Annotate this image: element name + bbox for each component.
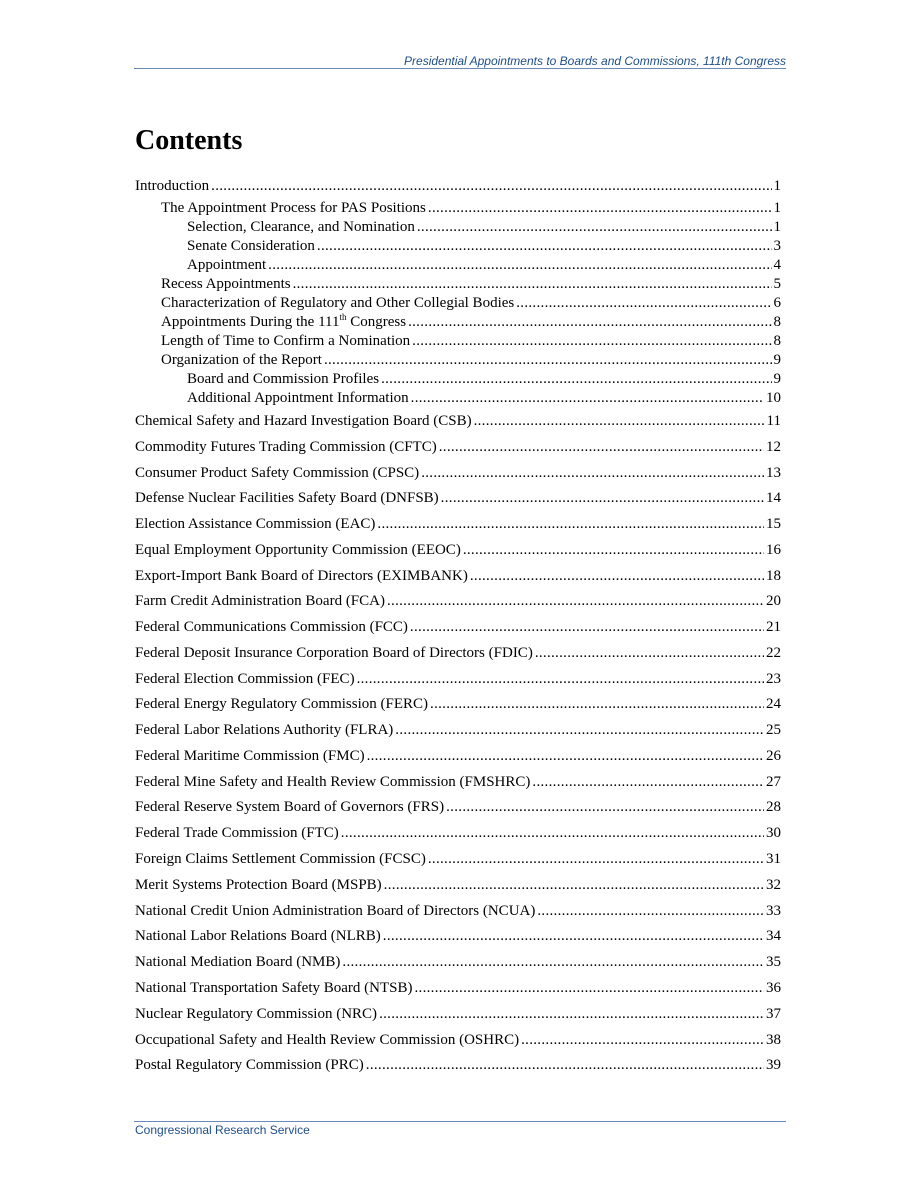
toc-entry[interactable]	[187, 255, 781, 275]
dot-leader	[410, 618, 764, 637]
toc-entry-title: Chemical Safety and Hazard Investigation Board (CSB)	[135, 413, 472, 429]
toc-entry[interactable]	[161, 293, 781, 313]
toc-entry-page: 8	[773, 333, 781, 349]
toc-entry[interactable]	[135, 849, 781, 869]
toc-entry-title: Defense Nuclear Facilities Safety Board (DNFSB)	[135, 490, 439, 506]
toc-entry-page: 9	[773, 352, 781, 368]
toc-entry-title: National Labor Relations Board (NLRB)	[135, 928, 381, 944]
toc-entry[interactable]	[161, 350, 781, 370]
toc-entry-title-pre: Appointments During the 111	[161, 314, 340, 330]
toc-entry[interactable]	[135, 875, 781, 895]
toc-entry-title: Organization of the Report	[161, 352, 322, 368]
dot-leader	[293, 275, 772, 294]
toc-entry[interactable]	[187, 369, 781, 389]
toc-entry[interactable]	[135, 591, 781, 611]
toc-entry-title: Election Assistance Commission (EAC)	[135, 516, 376, 532]
toc-entry[interactable]	[135, 617, 781, 637]
toc-entry-title: National Transportation Safety Board (NTSB)	[135, 980, 413, 996]
dot-leader	[408, 313, 771, 332]
dot-leader	[474, 412, 765, 431]
toc-entry[interactable]	[135, 643, 781, 663]
dot-leader	[430, 695, 764, 714]
dot-leader	[211, 177, 771, 196]
dot-leader	[383, 927, 764, 946]
dot-leader	[414, 979, 764, 998]
toc-entry[interactable]	[135, 1030, 781, 1050]
superscript: th	[339, 312, 347, 322]
toc-entry[interactable]	[161, 274, 781, 294]
dot-leader	[384, 876, 764, 895]
toc-entry[interactable]	[135, 566, 781, 586]
toc-entry-page: 37	[766, 1006, 781, 1022]
toc-entry-page: 12	[766, 439, 781, 455]
toc-entry-page: 35	[766, 954, 781, 970]
toc-entry-page: 1	[773, 200, 781, 216]
toc-entry[interactable]	[135, 901, 781, 921]
toc-entry-title: Federal Election Commission (FEC)	[135, 671, 355, 687]
dot-leader	[532, 773, 764, 792]
toc-entry[interactable]	[135, 463, 781, 483]
dot-leader	[395, 721, 764, 740]
toc-entry-title: Board and Commission Profiles	[187, 371, 380, 387]
toc-entry-page: 32	[766, 877, 781, 893]
toc-entry-title: Equal Employment Opportunity Commission (EEOC)	[135, 542, 461, 558]
toc-entry[interactable]	[135, 694, 781, 714]
dot-leader	[428, 199, 772, 218]
toc-entry[interactable]	[161, 198, 781, 218]
dot-leader	[470, 567, 764, 586]
toc-entry-title: Senate Consideration	[187, 238, 315, 254]
toc-entry[interactable]	[187, 217, 781, 237]
toc-entry[interactable]	[135, 720, 781, 740]
toc-entry[interactable]	[187, 388, 781, 408]
toc-entry-page: 20	[766, 593, 781, 609]
toc-entry[interactable]	[135, 746, 781, 766]
toc-entry-title: Additional Appointment Information	[187, 390, 409, 406]
toc-entry-title: Federal Reserve System Board of Governors (FRS)	[135, 799, 445, 815]
toc-entry-page: 39	[766, 1057, 781, 1073]
toc-entry[interactable]	[135, 669, 781, 689]
toc-entry-page: 15	[766, 516, 781, 532]
toc-entry[interactable]	[161, 312, 781, 332]
toc-entry-page: 22	[766, 645, 781, 661]
dot-leader	[357, 670, 764, 689]
toc-entry[interactable]	[135, 1004, 781, 1024]
dot-leader	[366, 1056, 764, 1075]
running-header: Presidential Appointments to Boards and Commissions, 111th Congress	[404, 54, 786, 68]
toc-entry-page: 16	[766, 542, 781, 558]
dot-leader	[428, 850, 764, 869]
toc-entry-title: Federal Mine Safety and Health Review Commission (FMSHRC)	[135, 774, 531, 790]
toc-entry-page: 28	[766, 799, 781, 815]
toc-entry-page: 31	[766, 851, 781, 867]
toc-entry-title-post: Congress	[346, 314, 407, 330]
toc-entry-page: 1	[773, 178, 781, 194]
dot-leader	[521, 1031, 764, 1050]
toc-entry-title: Merit Systems Protection Board (MSPB)	[135, 877, 382, 893]
toc-entry-title: Federal Deposit Insurance Corporation Board of Directors (FDIC)	[135, 645, 533, 661]
toc-entry-page: 9	[773, 371, 781, 387]
toc-entry-title: Federal Energy Regulatory Commission (FERC)	[135, 696, 429, 712]
toc-entry-title: National Credit Union Administration Board of Directors (NCUA)	[135, 903, 536, 919]
dot-leader	[441, 489, 764, 508]
dot-leader	[463, 541, 764, 560]
toc-entry-title: Occupational Safety and Health Review Commission (OSHRC)	[135, 1032, 520, 1048]
toc-entry-page: 11	[766, 413, 781, 429]
dot-leader	[446, 798, 764, 817]
dot-leader	[537, 902, 764, 921]
dot-leader	[377, 515, 764, 534]
dot-leader	[268, 256, 771, 275]
footer-rule	[134, 1121, 786, 1122]
toc-entry-title: Appointment	[187, 257, 267, 273]
toc-entry-page: 36	[766, 980, 781, 996]
dot-leader	[439, 438, 764, 457]
dot-leader	[421, 464, 764, 483]
toc-entry[interactable]	[161, 331, 781, 351]
toc-entry-title	[161, 313, 407, 332]
toc-entry-page: 5	[773, 276, 781, 292]
toc-entry[interactable]	[187, 236, 781, 256]
toc-entry-title: Selection, Clearance, and Nomination	[187, 219, 415, 235]
toc-entry-page: 25	[766, 722, 781, 738]
footer-org: Congressional Research Service	[135, 1123, 310, 1137]
toc-entry-title: Characterization of Regulatory and Other Collegial Bodies	[161, 295, 515, 311]
dot-leader	[387, 592, 764, 611]
dot-leader	[341, 824, 764, 843]
toc-entry[interactable]	[135, 437, 781, 457]
toc-entry[interactable]	[135, 411, 781, 431]
toc-entry[interactable]	[135, 488, 781, 508]
toc-entry-page: 38	[766, 1032, 781, 1048]
toc-entry-title: Introduction	[135, 178, 210, 194]
toc-entry-title: Postal Regulatory Commission (PRC)	[135, 1057, 364, 1073]
toc-entry-page: 8	[773, 314, 781, 330]
page-title: Contents	[135, 125, 243, 156]
toc-entry-title: Federal Maritime Commission (FMC)	[135, 748, 365, 764]
toc-entry-page: 30	[766, 825, 781, 841]
dot-leader	[535, 644, 764, 663]
toc-entry-page: 14	[766, 490, 781, 506]
toc-entry-page: 23	[766, 671, 781, 687]
header-rule	[134, 68, 786, 69]
dot-leader	[417, 218, 772, 237]
toc-entry-title: Federal Communications Commission (FCC)	[135, 619, 408, 635]
toc-entry-title: Recess Appointments	[161, 276, 291, 292]
dot-leader	[342, 953, 764, 972]
dot-leader	[412, 332, 771, 351]
toc-entry[interactable]	[135, 797, 781, 817]
toc-entry-page: 21	[766, 619, 781, 635]
toc-entry[interactable]	[135, 952, 781, 972]
dot-leader	[324, 351, 772, 370]
dot-leader	[411, 389, 764, 408]
toc-entry[interactable]	[135, 176, 781, 196]
toc-entry-page: 34	[766, 928, 781, 944]
toc-entry-page: 1	[773, 219, 781, 235]
toc-entry-title: Federal Trade Commission (FTC)	[135, 825, 339, 841]
toc-entry-page: 6	[773, 295, 781, 311]
toc-entry-title: Export-Import Bank Board of Directors (EXIMBANK)	[135, 568, 468, 584]
toc-entry[interactable]	[135, 514, 781, 534]
toc-entry-title: Consumer Product Safety Commission (CPSC)	[135, 465, 420, 481]
toc-entry-title: Nuclear Regulatory Commission (NRC)	[135, 1006, 378, 1022]
toc-entry-title: Foreign Claims Settlement Commission (FCSC)	[135, 851, 426, 867]
toc-entry[interactable]	[135, 1055, 781, 1075]
toc-entry-page: 24	[766, 696, 781, 712]
toc-entry-page: 18	[766, 568, 781, 584]
toc-entry-title: National Mediation Board (NMB)	[135, 954, 341, 970]
dot-leader	[317, 237, 772, 256]
toc-entry-title: The Appointment Process for PAS Positions	[161, 200, 426, 216]
toc-entry[interactable]	[135, 926, 781, 946]
toc-entry-page: 3	[773, 238, 781, 254]
toc-entry-page: 13	[766, 465, 781, 481]
toc-entry-page: 27	[766, 774, 781, 790]
toc-entry-title: Commodity Futures Trading Commission (CFTC)	[135, 439, 437, 455]
toc-entry-page: 26	[766, 748, 781, 764]
dot-leader	[381, 370, 771, 389]
toc-entry[interactable]	[135, 978, 781, 998]
toc-entry[interactable]	[135, 823, 781, 843]
dot-leader	[516, 294, 771, 313]
toc-entry[interactable]	[135, 540, 781, 560]
toc-entry-page: 4	[773, 257, 781, 273]
toc-entry-title: Farm Credit Administration Board (FCA)	[135, 593, 385, 609]
toc-entry-page: 33	[766, 903, 781, 919]
toc-entry-title: Length of Time to Confirm a Nomination	[161, 333, 411, 349]
dot-leader	[367, 747, 764, 766]
toc-entry-page: 10	[766, 390, 781, 406]
toc-entry[interactable]	[135, 772, 781, 792]
dot-leader	[379, 1005, 764, 1024]
toc-entry-title: Federal Labor Relations Authority (FLRA)	[135, 722, 394, 738]
